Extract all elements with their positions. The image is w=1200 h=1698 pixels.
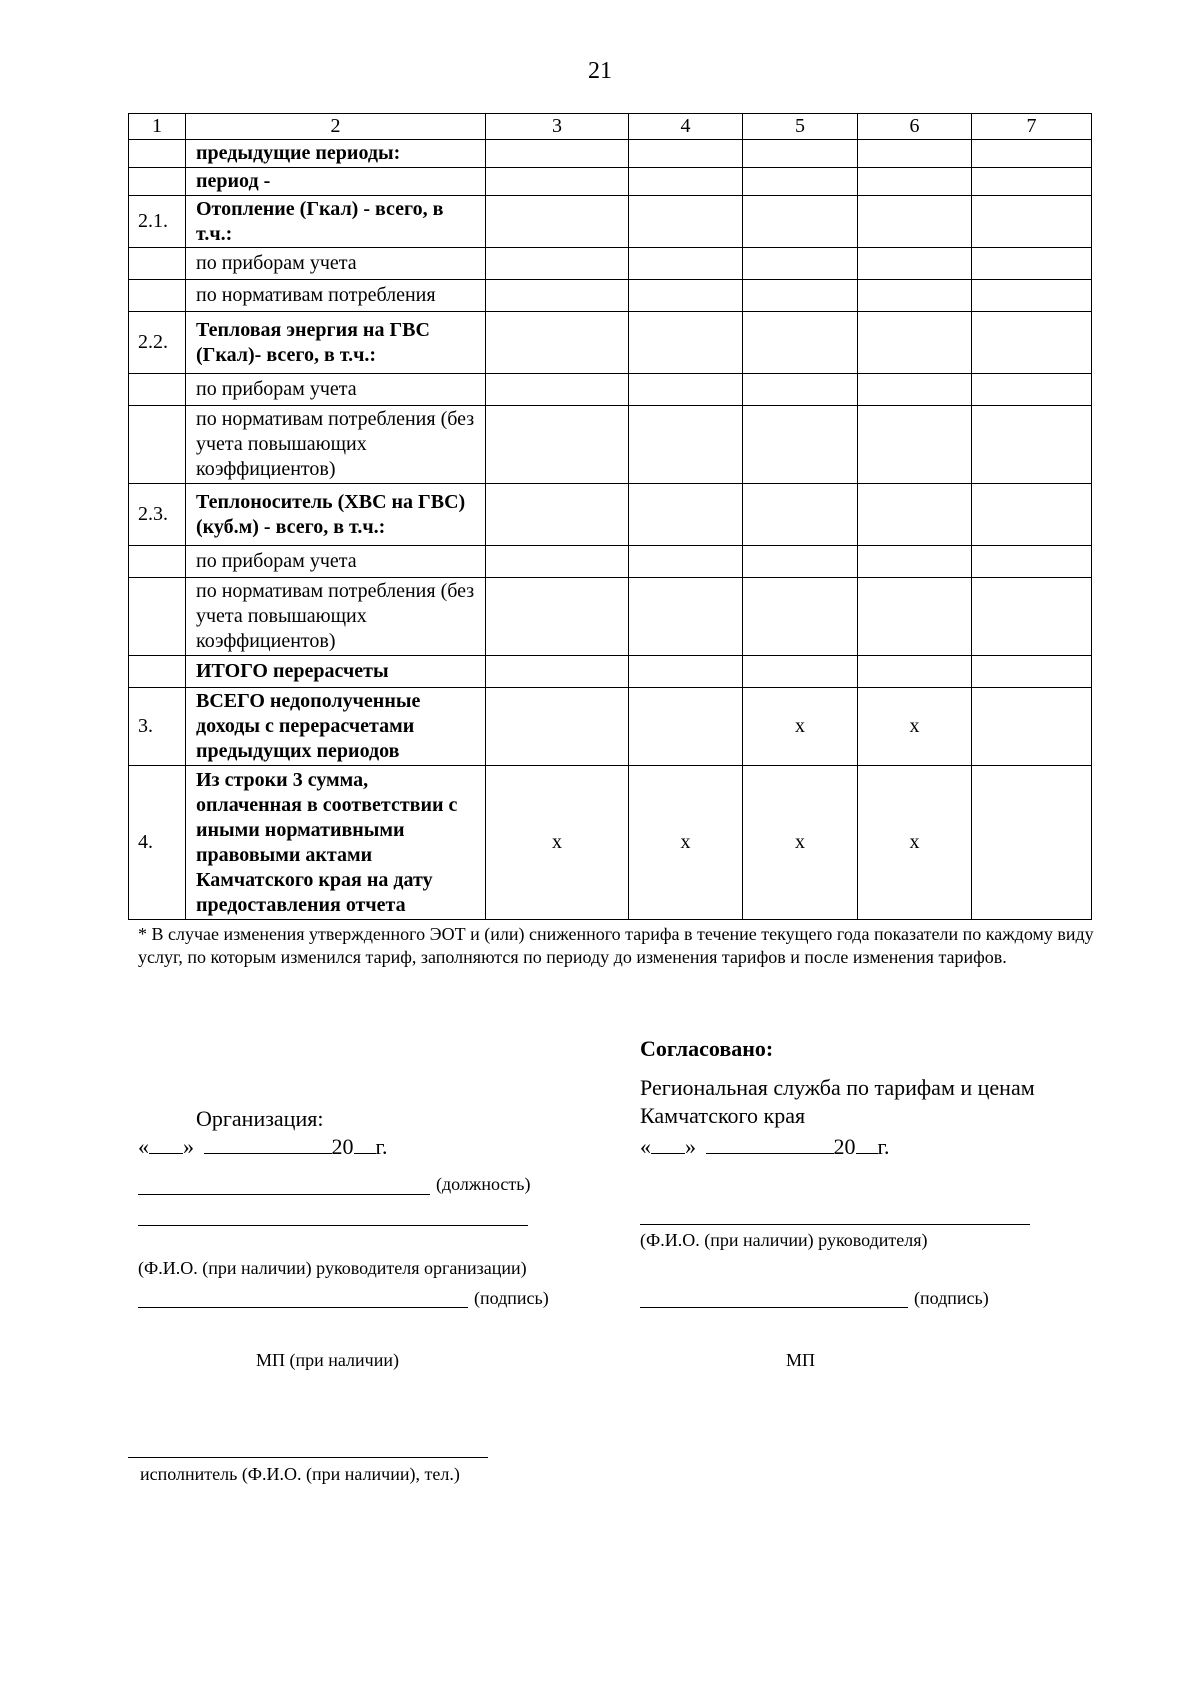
right-signature-caption: (подпись): [914, 1288, 989, 1308]
value-cell: [743, 374, 858, 406]
agreed-heading: Согласовано:: [640, 1036, 774, 1061]
value-cell: [972, 406, 1092, 484]
row-number-cell: 4.: [129, 766, 186, 920]
row-number-cell: [129, 280, 186, 312]
value-cell: [486, 546, 629, 578]
value-cell: [486, 406, 629, 484]
right-fio-caption: (Ф.И.О. (при наличии) руководителя): [640, 1230, 928, 1250]
header-cell: 7: [972, 114, 1092, 140]
date-close-quote: »: [685, 1134, 696, 1159]
value-cell: [858, 406, 972, 484]
year-suffix: г.: [375, 1134, 388, 1159]
right-fio-line: [640, 1224, 1030, 1225]
table-row: [129, 140, 1092, 168]
organization-label: Организация:: [196, 1106, 324, 1131]
row-label-cell: Теплоноситель (ХВС на ГВС) (куб.м) - всего, в т.ч.:: [186, 484, 486, 546]
value-cell: [972, 140, 1092, 168]
value-cell: х: [629, 766, 743, 920]
value-cell: [743, 656, 858, 688]
row-number-cell: [129, 374, 186, 406]
value-cell: [743, 168, 858, 196]
table-header-row: [129, 114, 1092, 140]
value-cell: [629, 374, 743, 406]
header-cell: 5: [743, 114, 858, 140]
position-line: [138, 1194, 430, 1195]
right-signature-line: [640, 1307, 908, 1308]
value-cell: [743, 140, 858, 168]
footnote: * В случае изменения утвержденного ЭОТ и (или) сниженного тарифа в течение текущего года показатели по каждому виду услуг, по которым изменился тариф, заполняются по периоду до изменения тарифов и после изменения тарифов.: [138, 924, 1094, 967]
value-cell: [972, 248, 1092, 280]
value-cell: [743, 484, 858, 546]
table-row: [129, 656, 1092, 688]
executor-line: [128, 1457, 488, 1458]
value-cell: [972, 546, 1092, 578]
value-cell: [629, 578, 743, 656]
row-number-cell: 2.3.: [129, 484, 186, 546]
value-cell: [486, 312, 629, 374]
value-cell: [629, 484, 743, 546]
value-cell: [743, 578, 858, 656]
value-cell: [629, 656, 743, 688]
table-row: [129, 578, 1092, 656]
table-row: [129, 196, 1092, 248]
value-cell: [972, 196, 1092, 248]
value-cell: х: [486, 766, 629, 920]
row-number-cell: [129, 140, 186, 168]
value-cell: [858, 484, 972, 546]
row-label-cell: Отопление (Гкал) - всего, в т.ч.:: [186, 196, 486, 248]
date-open-quote: «: [640, 1134, 651, 1159]
row-number-cell: 2.1.: [129, 196, 186, 248]
value-cell: [486, 688, 629, 766]
value-cell: [743, 248, 858, 280]
executor-caption: исполнитель (Ф.И.О. (при наличии), тел.): [140, 1464, 460, 1484]
row-label-cell: по приборам учета: [186, 248, 486, 280]
right-date-line: [640, 1134, 890, 1160]
value-cell: [743, 312, 858, 374]
row-number-cell: 2.2.: [129, 312, 186, 374]
header-cell: 6: [858, 114, 972, 140]
table-row: [129, 248, 1092, 280]
row-number-cell: [129, 248, 186, 280]
table-row: [129, 312, 1092, 374]
value-cell: [858, 546, 972, 578]
value-cell: [629, 312, 743, 374]
value-cell: [972, 168, 1092, 196]
left-signature-line: [138, 1307, 468, 1308]
value-cell: [486, 656, 629, 688]
header-cell: 1: [129, 114, 186, 140]
value-cell: [486, 280, 629, 312]
value-cell: [629, 168, 743, 196]
value-cell: [858, 374, 972, 406]
date-open-quote: «: [138, 1134, 149, 1159]
row-number-cell: [129, 406, 186, 484]
row-label-cell: по приборам учета: [186, 374, 486, 406]
header-cell: 2: [186, 114, 486, 140]
table-row: [129, 766, 1092, 920]
value-cell: х: [858, 688, 972, 766]
value-cell: [486, 196, 629, 248]
table-row: [129, 546, 1092, 578]
value-cell: [858, 656, 972, 688]
table-row: [129, 168, 1092, 196]
value-cell: [858, 248, 972, 280]
table-row: [129, 484, 1092, 546]
value-cell: [972, 578, 1092, 656]
year-prefix: 20: [833, 1134, 856, 1159]
value-cell: [629, 406, 743, 484]
value-cell: [972, 312, 1092, 374]
value-cell: [486, 484, 629, 546]
value-cell: [486, 248, 629, 280]
left-stamp: МП (при наличии): [256, 1350, 399, 1370]
row-label-cell: ИТОГО перерасчеты: [186, 656, 486, 688]
row-label-cell: Из строки 3 сумма, оплаченная в соответствии с иными нормативными правовыми актами Камчатского края на дату предоставления отчета: [186, 766, 486, 920]
value-cell: [858, 578, 972, 656]
table-row: [129, 280, 1092, 312]
value-cell: [629, 196, 743, 248]
date-close-quote: »: [183, 1134, 194, 1159]
left-date-line: [138, 1134, 388, 1160]
value-cell: [972, 484, 1092, 546]
value-cell: [858, 280, 972, 312]
row-number-cell: [129, 546, 186, 578]
authority-line-2: Камчатского края: [640, 1103, 806, 1128]
row-label-cell: Тепловая энергия на ГВС (Гкал)- всего, в т.ч.:: [186, 312, 486, 374]
value-cell: [858, 168, 972, 196]
row-label-cell: предыдущие периоды:: [186, 140, 486, 168]
row-number-cell: 3.: [129, 688, 186, 766]
report-table: [128, 113, 1092, 920]
value-cell: [629, 546, 743, 578]
value-cell: [743, 280, 858, 312]
value-cell: [972, 374, 1092, 406]
value-cell: [858, 196, 972, 248]
value-cell: [972, 688, 1092, 766]
value-cell: х: [743, 766, 858, 920]
row-number-cell: [129, 656, 186, 688]
value-cell: [858, 140, 972, 168]
year-prefix: 20: [331, 1134, 354, 1159]
value-cell: [858, 312, 972, 374]
page-number: 21: [588, 58, 612, 84]
header-cell: 3: [486, 114, 629, 140]
table-row: [129, 688, 1092, 766]
right-stamp: МП: [786, 1350, 816, 1370]
row-label-cell: период -: [186, 168, 486, 196]
value-cell: [629, 280, 743, 312]
value-cell: [486, 374, 629, 406]
value-cell: [743, 406, 858, 484]
value-cell: х: [743, 688, 858, 766]
row-label-cell: ВСЕГО недополученные доходы с перерасчетами предыдущих периодов: [186, 688, 486, 766]
row-number-cell: [129, 578, 186, 656]
table-row: [129, 374, 1092, 406]
left-fio-line: [138, 1225, 528, 1226]
value-cell: [972, 656, 1092, 688]
value-cell: [743, 546, 858, 578]
year-suffix: г.: [877, 1134, 890, 1159]
value-cell: [629, 248, 743, 280]
row-number-cell: [129, 168, 186, 196]
value-cell: [972, 280, 1092, 312]
value-cell: [629, 688, 743, 766]
value-cell: [972, 766, 1092, 920]
left-fio-caption: (Ф.И.О. (при наличии) руководителя организации): [138, 1258, 527, 1278]
report-table-body: [129, 114, 1092, 920]
position-caption: (должность): [436, 1174, 531, 1194]
row-label-cell: по нормативам потребления (без учета повышающих коэффициентов): [186, 578, 486, 656]
left-signature-caption: (подпись): [474, 1288, 549, 1308]
value-cell: [743, 196, 858, 248]
value-cell: [486, 140, 629, 168]
table-row: [129, 406, 1092, 484]
authority-line-1: Региональная служба по тарифам и ценам: [640, 1075, 1035, 1100]
value-cell: х: [858, 766, 972, 920]
row-label-cell: по приборам учета: [186, 546, 486, 578]
value-cell: [486, 168, 629, 196]
row-label-cell: по нормативам потребления (без учета повышающих коэффициентов): [186, 406, 486, 484]
header-cell: 4: [629, 114, 743, 140]
value-cell: [486, 578, 629, 656]
row-label-cell: по нормативам потребления: [186, 280, 486, 312]
value-cell: [629, 140, 743, 168]
